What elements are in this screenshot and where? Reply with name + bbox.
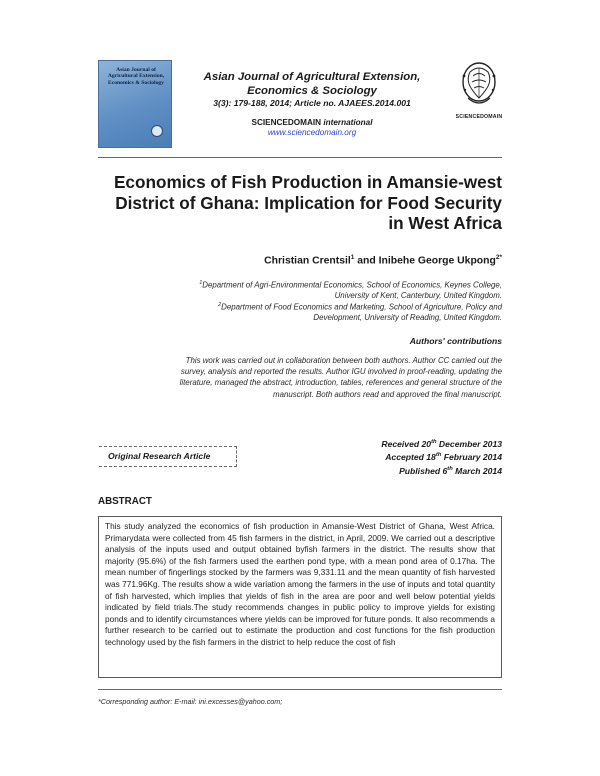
abstract-box	[98, 516, 502, 678]
affiliation-1: $^1$Department of Agri-Environmental Economics, School of Economics, Keynes College, University of Kent, Canterbury, United Kingdom.	[199, 280, 502, 300]
corresponding-author-footnote: *Corresponding author: E-mail: ini.excesses@yahoo.com;	[98, 697, 283, 706]
cover-emblem-icon	[151, 125, 163, 137]
publisher-website-link[interactable]: www.sciencedomain.org	[267, 128, 357, 137]
article-type-badge: Original Research Article	[99, 446, 237, 467]
publisher-logo-icon	[456, 58, 502, 114]
publication-dates	[300, 437, 502, 477]
journal-name: Asian Journal of Agricultural Extension, Economics & Sociology	[203, 71, 421, 97]
author-list: Christian Crentsil$^1$ and Inibehe George Ukpong$^{2*}$	[264, 254, 502, 267]
author-name: Christian Crentsil	[264, 255, 351, 267]
contributions-text: This work was carried out in collaboration between both authors. Author CC carried out the survey, analysis and reported the results. Author IGU involved in proof-reading, updating the literature, managed the abstract, introduction, tables, references and general structure of the manuscript. Both authors read and approved the final manuscript.	[179, 356, 502, 399]
abstract-text: This study analyzed the economics of fish production in Amansie-West District of Ghana, West Africa. Primarydata were collected from 45 fish farmers in the district, in April, 2009. We carried out a descriptive analysis of the inputs used and output obtained byfish farmers in the district. The results show that majority (95.6%) of the fish farmers used the earthen pond type, with a mean pond area of 0.17ha. The mean number of fingerlings stocked by the farmers was 9,331.11 and the mean quantity of fish harvested was 771.96Kg. The results show a wide variation among the farmers in the use of inputs and total quantity of fish harvested, which implies that yields of fish in the area are poor and well below potential yields indicated by field trials.The study recommends changes in public policy to improve yields for existing ponds and to identify circumstances where yields can be improved for future ponds. It also recommends a further research to be carried out to estimate the production and cost functions for the fish production technology used by the fish farmers in the district to help reduce the cost of fish	[105, 521, 495, 647]
citation-line: 3(3): 179-188, 2014; Article no. AJAEES.2014.001	[213, 98, 411, 108]
publisher-name: SCIENCEDOMAIN international	[251, 118, 373, 127]
date-accepted: Accepted 18th February 2014	[385, 452, 502, 463]
logo-caption: SCIENCEDOMAIN	[455, 114, 503, 120]
contributions-heading: Authors' contributions	[409, 336, 502, 346]
article-title: Economics of Fish Production in Amansie-west District of Ghana: Implication for Food Security in West Africa	[113, 172, 502, 233]
abstract-heading: ABSTRACT	[98, 496, 152, 507]
journal-cover-thumbnail	[98, 60, 172, 148]
footnote-divider	[98, 689, 502, 690]
affiliation-2: $^2$Department of Food Economics and Marketing, School of Agriculture, Policy and Development, University of Reading, United Kingdom.	[218, 302, 502, 322]
date-received: Received 20th December 2013	[381, 438, 502, 449]
header-divider	[98, 157, 502, 158]
date-published: Published 6th March 2014	[399, 465, 502, 476]
cover-title: Asian Journal of Agricultural Extension, Economics & Sociology	[107, 67, 165, 86]
author-name: Inibehe George Ukpong	[378, 255, 496, 267]
